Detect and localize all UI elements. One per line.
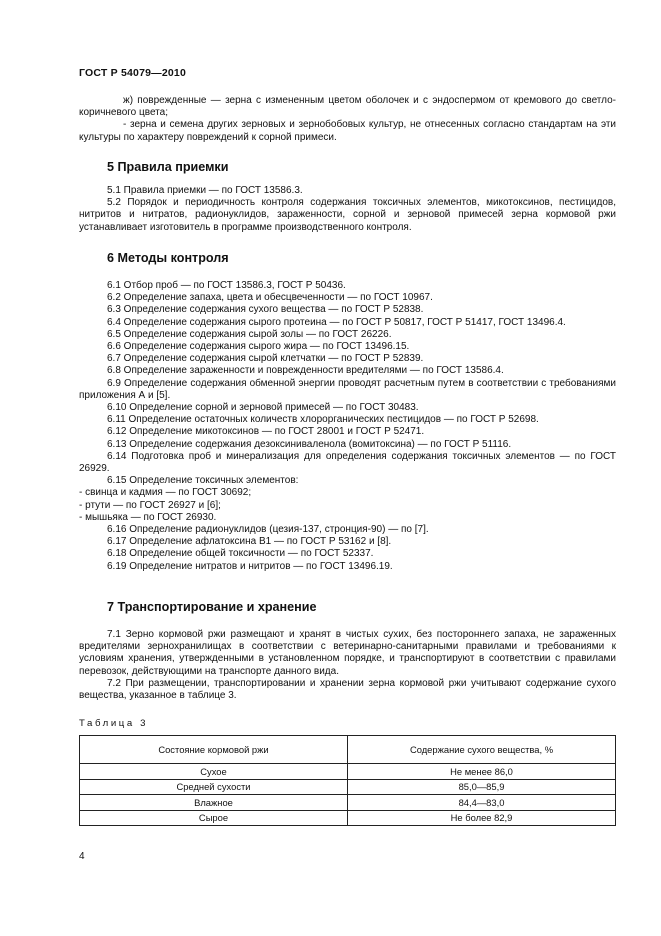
item-6-11: 6.11 Определение остаточных количеств хлорорганических пестицидов — по ГОСТ Р 52698. bbox=[107, 414, 539, 426]
item-6-8: 6.8 Определение зараженности и поврежденности вредителями — по ГОСТ 13586.4. bbox=[107, 365, 504, 377]
table-header-dry-matter: Содержание сухого вещества, % bbox=[348, 736, 616, 764]
table-header-state: Состояние кормовой ржи bbox=[80, 736, 348, 764]
paragraph-7-1: 7.1 Зерно кормовой ржи размещают и хранят в чистых сухих, без постороннего запаха, не зараженных вредителями зернохранилищах в соответствии с ветеринарно-санитарными правилами и требованиями к условиям хранения, утвержденными в установленном порядке, и транспортируют в соответствии с правилами перевозок, действующими на транспорте данного вида. bbox=[79, 629, 616, 677]
table-cell-value: 85,0—85,9 bbox=[348, 779, 616, 795]
item-6-13: 6.13 Определение содержания дезоксиниваленола (вомитоксина) — по ГОСТ Р 51116. bbox=[107, 438, 512, 450]
section-7-heading: 7 Транспортирование и хранение bbox=[107, 600, 317, 614]
dry-matter-table bbox=[79, 735, 616, 826]
sub-item-arsenic: - мышьяка — по ГОСТ 26930. bbox=[79, 511, 217, 523]
table-row bbox=[80, 795, 616, 811]
item-6-18: 6.18 Определение общей токсичности — по ГОСТ 52337. bbox=[107, 548, 374, 560]
section-5-body bbox=[79, 185, 616, 234]
table-row bbox=[80, 779, 616, 795]
paragraph-5-2: 5.2 Порядок и периодичность контроля содержания токсичных элементов, микотоксинов, пестицидов, нитритов и нитратов, радионуклидов, зараженности, сорной и зерновой примесей зерна кормовой ржи устанавливает изготовитель в программе производственного контроля. bbox=[79, 197, 616, 233]
item-6-6: 6.6 Определение содержания сырого жира — по ГОСТ 13496.15. bbox=[107, 341, 410, 353]
table-row bbox=[80, 764, 616, 780]
item-6-17: 6.17 Определение афлатоксина В1 — по ГОСТ Р 53162 и [8]. bbox=[107, 536, 392, 548]
table-cell-state: Средней сухости bbox=[80, 779, 348, 795]
section-6-body bbox=[79, 280, 616, 573]
intro-paragraph-damaged: ж) поврежденные — зерна с измененным цветом оболочек и с эндоспермом от кремового до светло-коричневого цвета; bbox=[79, 95, 616, 119]
sub-item-lead-cadmium: - свинца и кадмия — по ГОСТ 30692; bbox=[79, 487, 252, 499]
item-6-1: 6.1 Отбор проб — по ГОСТ 13586.3, ГОСТ Р 50436. bbox=[107, 280, 346, 291]
sub-item-mercury: - ртути — по ГОСТ 26927 и [6]; bbox=[79, 499, 221, 511]
standard-header: ГОСТ Р 54079—2010 bbox=[79, 67, 187, 79]
page-number: 4 bbox=[79, 851, 85, 862]
item-6-4: 6.4 Определение содержания сырого протеина — по ГОСТ Р 50817, ГОСТ Р 51417, ГОСТ 13496.4. bbox=[107, 316, 566, 328]
table-caption: Таблица 3 bbox=[79, 718, 149, 729]
item-6-2: 6.2 Определение запаха, цвета и обесцвеченности — по ГОСТ 10967. bbox=[107, 292, 433, 304]
table-header-row bbox=[80, 736, 616, 764]
table-cell-value: Не менее 86,0 bbox=[348, 764, 616, 780]
section-5-heading: 5 Правила приемки bbox=[107, 160, 229, 174]
item-6-19: 6.19 Определение нитратов и нитритов — по ГОСТ 13496.19. bbox=[107, 560, 393, 572]
table-cell-state: Сырое bbox=[80, 810, 348, 826]
item-6-7: 6.7 Определение содержания сырой клетчатки — по ГОСТ Р 52839. bbox=[107, 353, 424, 365]
table-cell-value: 84,4—83,0 bbox=[348, 795, 616, 811]
paragraph-5-1: 5.1 Правила приемки — по ГОСТ 13586.3. bbox=[107, 185, 303, 196]
paragraph-7-2: 7.2 При размещении, транспортировании и хранении зерна кормовой ржи учитывают содержание сухого вещества, указанное в таблице 3. bbox=[79, 677, 616, 702]
section-6-heading: 6 Методы контроля bbox=[107, 251, 229, 265]
table-cell-value: Не более 82,9 bbox=[348, 810, 616, 826]
item-6-3: 6.3 Определение содержания сухого вещества — по ГОСТ Р 52838. bbox=[107, 304, 424, 316]
table-row bbox=[80, 810, 616, 826]
item-6-16: 6.16 Определение радионуклидов (цезия-137, стронция-90) — по [7]. bbox=[107, 524, 429, 536]
item-6-14: 6.14 Подготовка проб и минерализация для определения содержания токсичных элементов — по ГОСТ 26929. bbox=[79, 450, 616, 475]
item-6-10: 6.10 Определение сорной и зерновой примесей — по ГОСТ 30483. bbox=[107, 402, 419, 414]
table-cell-state: Влажное bbox=[80, 795, 348, 811]
item-6-12: 6.12 Определение микотоксинов — по ГОСТ 28001 и ГОСТ Р 52471. bbox=[107, 426, 425, 438]
intro-paragraph-other-seeds: - зерна и семена других зерновых и зернобобовых культур, не отнесенных согласно стандартам на эти культуры по характеру повреждений к сорной примеси. bbox=[79, 119, 616, 143]
table-cell-state: Сухое bbox=[80, 764, 348, 780]
item-6-5: 6.5 Определение содержания сырой золы — по ГОСТ 26226. bbox=[107, 328, 392, 340]
intro-block bbox=[79, 95, 616, 144]
item-6-9: 6.9 Определение содержания обменной энергии проводят расчетным путем в соответствии с требованиями приложения А и [5]. bbox=[79, 377, 616, 401]
section-7-body bbox=[79, 629, 616, 702]
item-6-15: 6.15 Определение токсичных элементов: bbox=[107, 475, 299, 487]
